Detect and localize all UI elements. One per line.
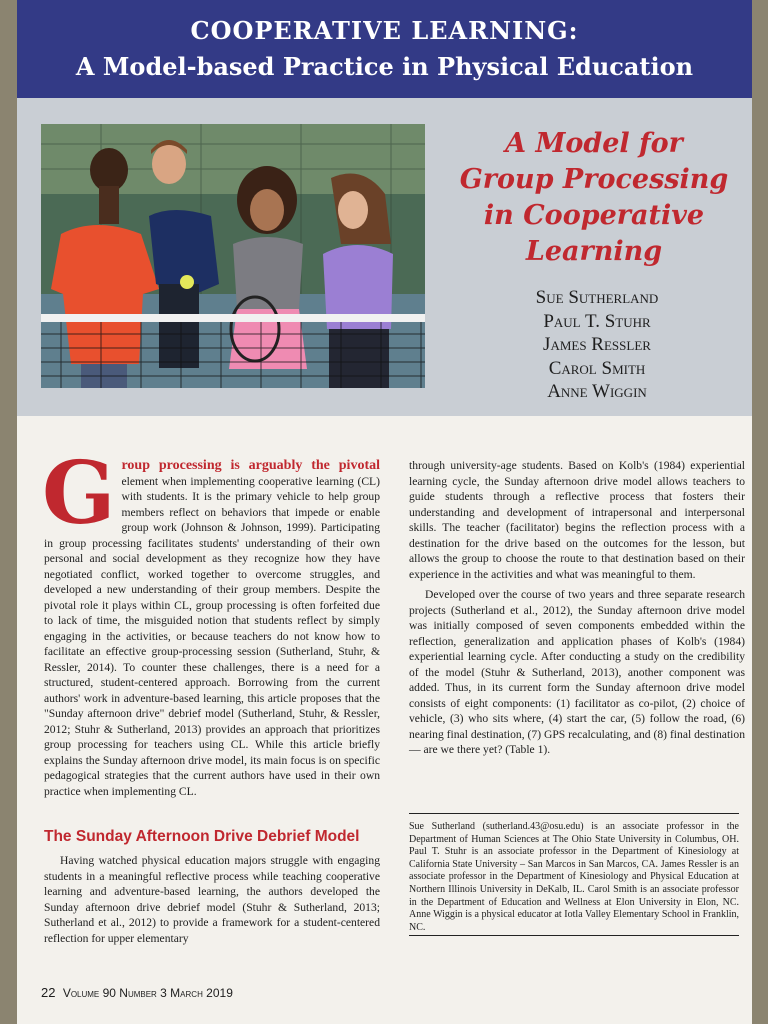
author-name: James Ressler	[543, 334, 651, 355]
author-name: Carol Smith	[548, 357, 646, 379]
hero-section	[17, 98, 752, 416]
article-title-line: in Cooperative	[483, 200, 705, 231]
author-name: Sue Sutherland	[535, 287, 659, 308]
banner-subtitle: A Model-based Practice in Physical Education	[75, 52, 694, 81]
section-heading: The Sunday Afternoon Drive Debrief Model	[44, 828, 360, 845]
left-column-section	[44, 853, 380, 946]
left-column	[42, 443, 380, 799]
lead-in: roup processing is arguably the pivotal	[121, 458, 380, 473]
drop-cap: G	[42, 443, 116, 544]
series-banner	[17, 0, 752, 98]
section-paragraph: Having watched physical education majors struggle with engaging students in a meaningful reflective process while teaching cooperative learning and adventure-based learning, the authors developed the Sunday afternoon drive debrief model (Stuhr & Sutherland, 2013; Sutherland et al., 2012) to provide a framework for a student-centered reflection for upper elementary	[44, 854, 380, 945]
article-title	[449, 126, 739, 270]
body-paragraph: Developed over the course of two years and three separate research projects (Sutherland et al., 2012), the Sunday afternoon drive model was initially composed of seven components embedded within the reflection, generalization and application phases of Kolb's (1984) experiential learning cycle. After conducting a study on the credibility of the model (Stuhr & Sutherland, 2013), another component was added. Thus, in its current form the Sunday afternoon drive model consists of eight components: (1) facilitator as co-pilot, (2) choice of vehicle, (3) who sits where, (4) start the car, (5) follow the road, (6) nearing final destination, (7) GPS recalculating, and (8) final destination — are we there yet? (Table 1).	[409, 588, 745, 756]
intro-text: element when implementing cooperative learning (CL) with students. It is the primary vehicle to help group members reflect on behaviors that impede or enable group work (Johnson & Johnson, 1999). Participating in group processing facilitates students' understanding of their own personal and social development as they recognize how they have negotiated conflict, worked together to overcome struggles, and developed a new understanding of their group members. Despite the pivotal role it plays within CL, group processing is often forfeited due to lack of time, the misguided notion that students reflect by simply engaging in the activities, or because teachers do not know how to facilitate an effective group-processing session (Sutherland, Stuhr, & Ressler, 2014). To counter these challenges, there is a need for a structured, student-centered approach. Borrowing from the current authors' work in adventure-based learning, this article proposes that the "Sunday afternoon drive" debrief model (Sutherland, Stuhr, & Ressler, 2012; Stuhr & Sutherland, 2013) provides an approach that prioritizes group processing for teachers using CL. While this article briefly explains the Sunday afternoon drive model, its main focus is on specific pedagogical strategies that the current authors have used in their own practice when implementing CL.	[44, 474, 380, 798]
article-title-line: A Model for	[505, 128, 683, 159]
banner-title: COOPERATIVE LEARNING:	[190, 16, 579, 45]
page-number: 22	[41, 985, 56, 1000]
author-name: Anne Wiggin	[547, 381, 647, 402]
students-tennis-photo	[41, 124, 425, 388]
author-list	[487, 286, 707, 404]
author-bio: Sue Sutherland (sutherland.43@osu.edu) is an associate professor in the Department of Human Sciences at The Ohio State University in Columbus, OH. Paul T. Stuhr is an associate professor in the Department of Kinesiology at California State University – San Marcos in San Marcos, CA. James Ressler is an associate professor in the Department of Kinesiology and Physical Education at Northern Illinois University in DeKalb, IL. Carol Smith is an associate professor in the Department of Education and Wellness at Elon University in Elon, NC. Anne Wiggin is a physical educator at Iotla Valley Elementary School in Franklin, NC.	[409, 821, 739, 933]
page-footer	[41, 985, 233, 1000]
article-title-line: Group Processing	[459, 164, 729, 195]
article-title-line: Learning	[525, 236, 663, 267]
author-name: Paul T. Stuhr	[543, 310, 651, 332]
divider	[409, 813, 739, 814]
body-paragraph: through university-age students. Based on Kolb's (1984) experiential learning cycle, the Sunday afternoon drive model allows teachers to guide students through a reflective process that fosters their understanding and development of intrapersonal and interpersonal skills. The teacher (facilitator) begins the reflection process with a destination for the drive based on the outcomes for the lesson, but allows the group to choose the route to that destination based on their experience in the activities and what was meaningful to them.	[409, 459, 745, 581]
issue-info: Volume 90 Number 3 March 2019	[62, 986, 233, 1000]
divider	[409, 935, 739, 936]
right-column	[409, 458, 745, 758]
magazine-page	[17, 0, 752, 1024]
